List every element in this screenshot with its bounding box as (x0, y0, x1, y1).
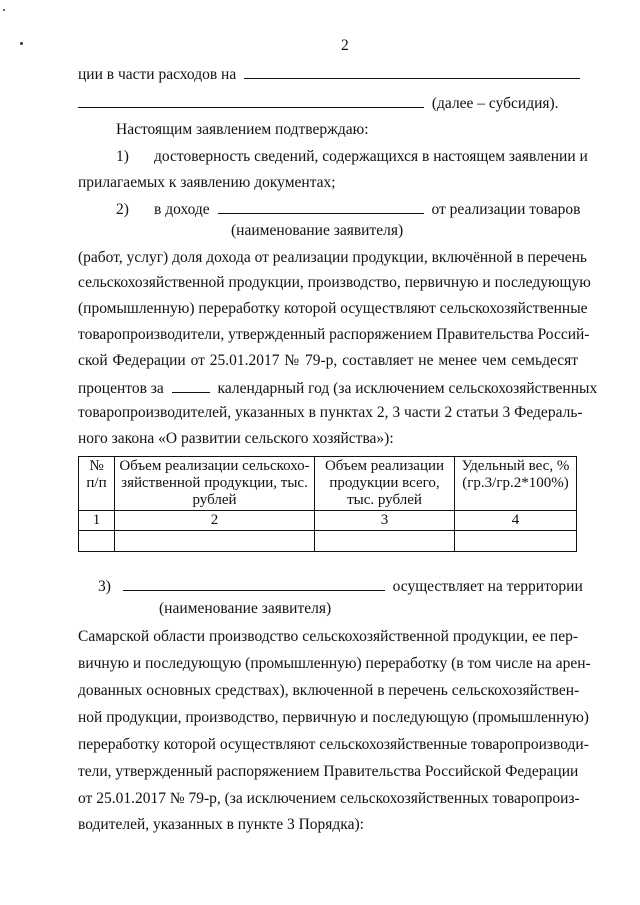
text-line: тели, утвержденный распоряжением Правительства Российской Федерации (78, 763, 579, 780)
text-line (78, 92, 578, 114)
text-line: товаропроизводители, утвержденный распоряжением Правительства Россий- (78, 326, 590, 343)
table-cell (115, 531, 315, 552)
table-cell (455, 531, 577, 552)
table-cell: 1 (79, 511, 115, 531)
text-fragment: (далее – субсидия). (431, 95, 559, 112)
table-cell: 4 (455, 511, 577, 531)
text-line: дованных основных средствах), включенной в перечень сельскохозяйствен- (78, 682, 580, 699)
text-line (116, 198, 586, 220)
item-number: 3) (98, 578, 111, 595)
table-header-cell: Объем реализации сельскохо-зяйственной продукции, тыс. рублей (115, 457, 315, 511)
text-fragment: календарный год (за исключением сельскохозяйственных (217, 380, 598, 397)
field-caption: (наименование заявителя) (231, 222, 404, 239)
page-number: 2 (341, 37, 349, 54)
text-line (98, 575, 583, 597)
fill-blank (172, 377, 210, 393)
scan-speck (20, 42, 23, 45)
fill-blank (78, 92, 424, 108)
table-header-row (79, 457, 577, 511)
table-header-cell: Удельный вес, % (гр.3/гр.2*100%) (455, 457, 577, 511)
scan-speck (3, 9, 5, 11)
fill-blank (123, 575, 385, 591)
text-line: вичную и последующую (промышленную) переработку (в том числе на арен- (78, 655, 591, 672)
text-line: Настоящим заявлением подтверждаю: (116, 121, 369, 138)
text-line: (работ, услуг) доля дохода от реализации продукции, включённой в перечень (78, 249, 587, 266)
text-line: (промышленную) переработку которой осуществляют сельскохозяйственные (78, 300, 588, 317)
fill-blank (244, 63, 580, 79)
text-fragment: в доходе (154, 201, 210, 218)
table-cell: 2 (115, 511, 315, 531)
text-line: ской Федерации от 25.01.2017 № 79-р, составляет не менее чем семьдесят (78, 352, 578, 369)
text-line (116, 147, 586, 167)
text-line: Самарской области производство сельскохозяйственной продукции, ее пер- (78, 628, 578, 645)
table-header-cell: Объем реализации продукции всего, тыс. рублей (315, 457, 455, 511)
text-line (78, 377, 598, 399)
text-line: от 25.01.2017 № 79-р, (за исключением сельскохозяйственных товаропроиз- (78, 790, 580, 807)
table-cell: 3 (315, 511, 455, 531)
table-row (79, 531, 577, 552)
table-row (79, 511, 577, 531)
text-fragment: осуществляет на территории (392, 578, 583, 595)
table-header-cell: № п/п (79, 457, 115, 511)
text-fragment: от реализации товаров (431, 201, 581, 218)
income-share-table (78, 456, 577, 552)
text-fragment: процентов за (78, 380, 164, 397)
text-line: товаропроизводителей, указанных в пунктах 2, 3 части 2 статьи 3 Федераль- (78, 404, 583, 421)
item-number: 1) (116, 148, 129, 165)
text-line: ного закона «О развитии сельского хозяйства»): (78, 430, 394, 447)
text-line: сельскохозяйственной продукции, производство, первичную и последующую (78, 274, 591, 291)
item-number: 2) (116, 201, 129, 218)
table-cell (315, 531, 455, 552)
text-fragment: достоверность сведений, содержащихся в настоящем заявлении и (154, 148, 588, 165)
fill-blank (218, 198, 424, 214)
field-caption: (наименование заявителя) (159, 600, 332, 617)
text-line: ной продукции, производство, первичную и последующую (промышленную) (78, 709, 589, 726)
text-line (78, 63, 578, 85)
text-fragment: ции в части расходов на (78, 66, 237, 83)
text-line: переработку которой осуществляют сельскохозяйственные товаропроизводи- (78, 736, 589, 753)
text-line: водителей, указанных в пункте 3 Порядка): (78, 816, 364, 833)
table-cell (79, 531, 115, 552)
text-line: прилагаемых к заявлению документах; (78, 174, 336, 191)
